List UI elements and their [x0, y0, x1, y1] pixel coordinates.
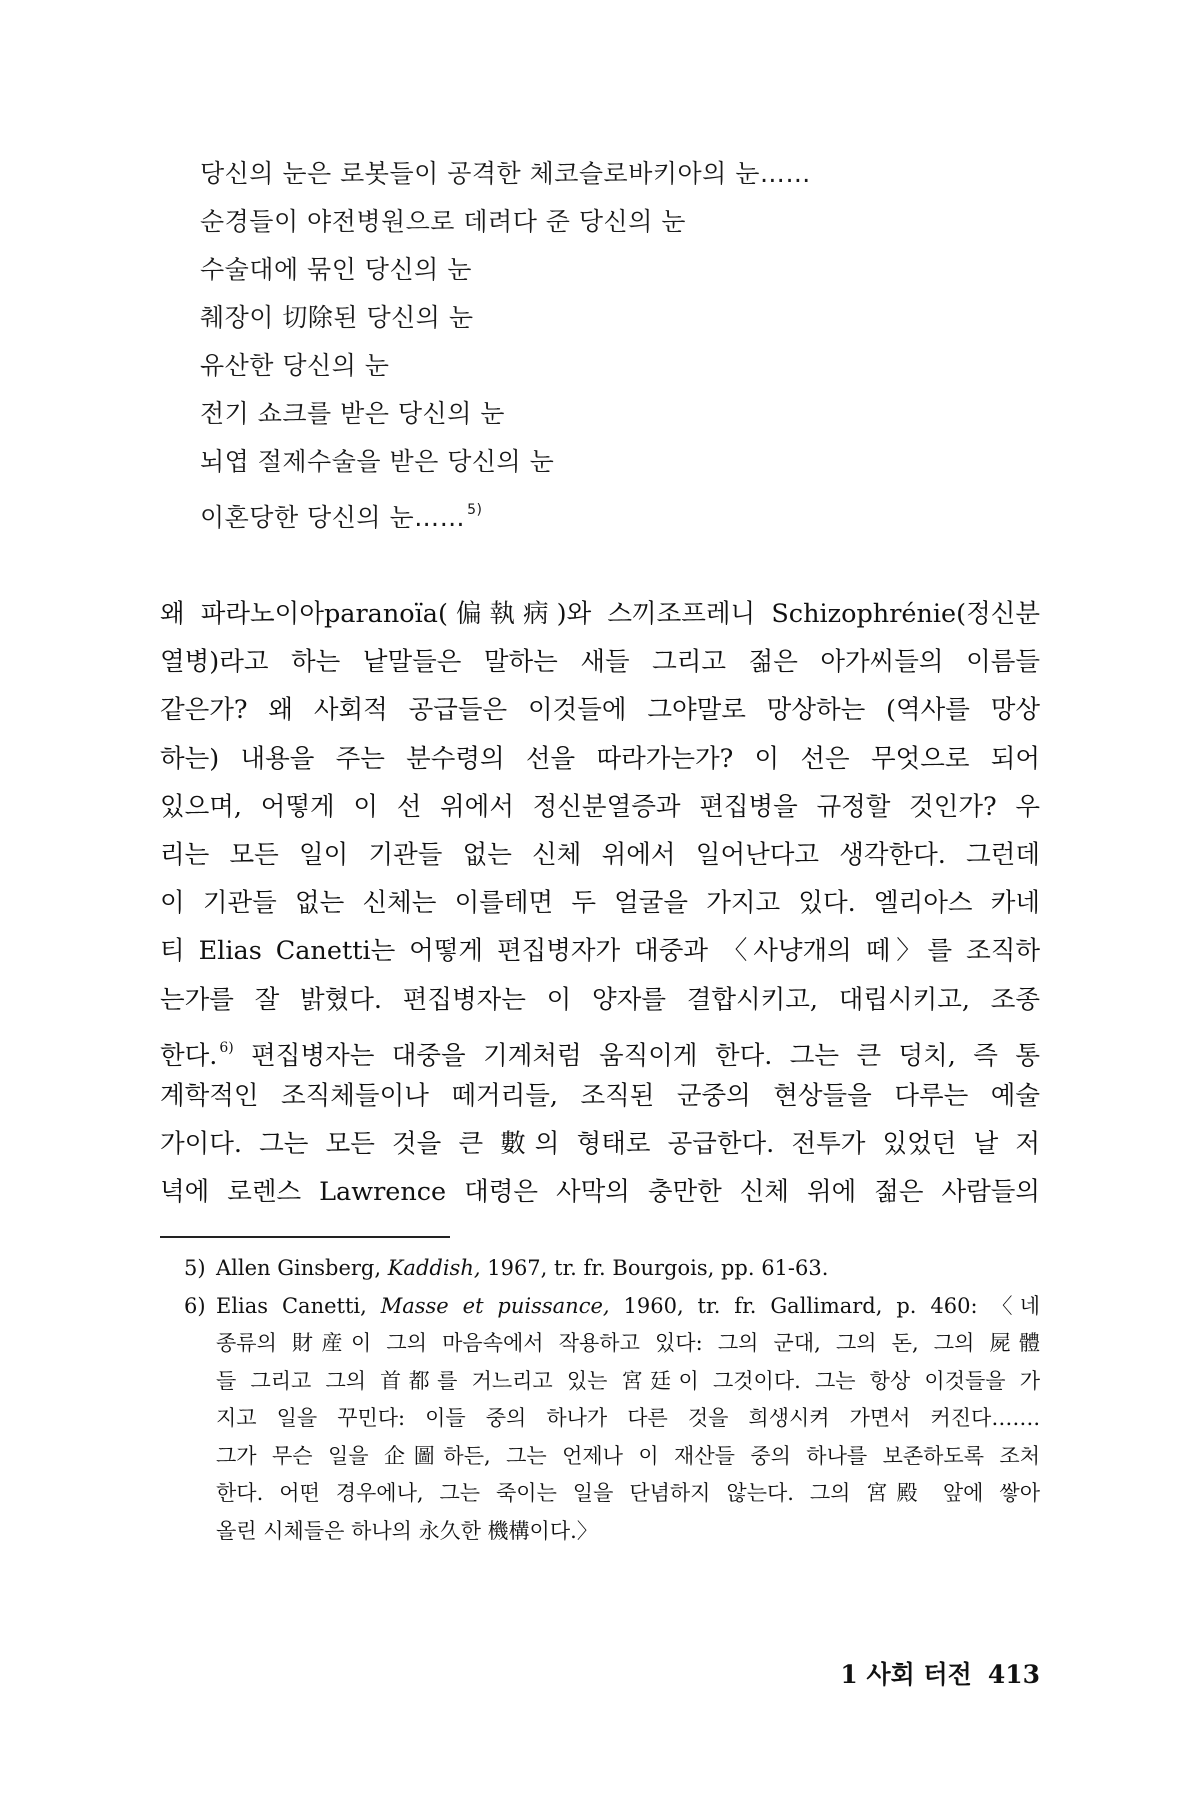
poem-line: 췌장이 切除된 당신의 눈 [200, 303, 474, 332]
footnote-6-line: 지고 일을 꾸민다: 이들 중의 하나가 다른 것을 희생시켜 가면서 커진다……. [216, 1406, 1040, 1430]
footnote-title: Kaddish, [387, 1256, 481, 1280]
body-line: 리는 모든 일이 기관들 없는 신체 위에서 일어난다고 생각한다. 그런데 [160, 839, 1040, 870]
poem-line: 당신의 눈은 로봇들이 공격한 체코슬로바키아의 눈…… [200, 159, 811, 188]
footnote-author: Elias Canetti, [216, 1293, 367, 1318]
poem-block [200, 150, 1020, 534]
body-line: 는가를 잘 밝혔다. 편집병자는 이 양자를 결합시키고, 대립시키고, 조종 [160, 984, 1040, 1015]
body-line-rest: 편집병자는 대중을 기계처럼 움직이게 한다. 그는 큰 덩치, 즉 통 [251, 1040, 1040, 1071]
footnote-6-line: 한다. 어떤 경우에나, 그는 죽이는 일을 단념하지 않는다. 그의 宮殿 앞에 쌓아 [216, 1481, 1040, 1505]
footnote-rest: 1967, tr. fr. Bourgois, pp. 61-63. [487, 1256, 829, 1280]
body-line: 계학적인 조직체들이나 떼거리들, 조직된 군중의 현상들을 다루는 예술 [160, 1080, 1040, 1111]
footnote-6-line: 들 그리고 그의 首都를 거느리고 있는 宮廷이 그것이다. 그는 항상 이것들을 가 [216, 1368, 1040, 1393]
poem-line: 수술대에 묶인 당신의 눈 [200, 255, 472, 284]
body-line: 녁에 로렌스 Lawrence 대령은 사막의 충만한 신체 위에 젊은 사람들의 [160, 1177, 1040, 1208]
footnote-number: 6) [184, 1293, 206, 1318]
body-line: 같은가? 왜 사회적 공급들은 이것들에 그야말로 망상하는 (역사를 망상 [160, 695, 1040, 726]
body-line: 티 Elias Canetti는 어떻게 편집병자가 대중과 〈사냥개의 떼〉를 조직하 [160, 936, 1040, 967]
body-paragraph [160, 590, 1040, 1216]
footnote-6 [184, 1288, 1040, 1326]
footnote-ref-6: 6) [219, 1039, 234, 1056]
footnote-6-line: 올린 시체들은 하나의 永久한 機構이다.〉 [216, 1518, 598, 1543]
body-line-lead: 한다. [160, 1040, 218, 1071]
footnote-rest: 1960, tr. fr. Gallimard, p. 460: 〈네 [623, 1293, 1040, 1318]
running-chapter-title: 1 사회 터전 [840, 1660, 972, 1689]
poem-line-last [200, 486, 1020, 534]
footnote-6-line: 그가 무슨 일을 企圖하든, 그는 언제나 이 재산들 중의 하나를 보존하도록 조처 [216, 1443, 1040, 1468]
footnote-6-line: 종류의 財産이 그의 마음속에서 작용하고 있다: 그의 군대, 그의 돈, 그의 屍體 [216, 1331, 1040, 1355]
page-number: 413 [987, 1660, 1040, 1689]
footnote-title: Masse et puissance, [380, 1293, 610, 1318]
body-line-with-note [160, 1024, 1040, 1072]
page-footer [840, 1655, 1040, 1695]
body-line: 가이다. 그는 모든 것을 큰 數의 형태로 공급한다. 전투가 있었던 날 저 [160, 1129, 1040, 1160]
body-line: 열병)라고 하는 낱말들은 말하는 새들 그리고 젊은 아가씨들의 이름들 [160, 647, 1040, 678]
poem-line: 순경들이 야전병원으로 데려다 준 당신의 눈 [200, 207, 686, 236]
footnotes [184, 1250, 1040, 1550]
footnote-divider [160, 1236, 450, 1238]
poem-line: 뇌엽 절제수술을 받은 당신의 눈 [200, 447, 555, 476]
body-line: 왜 파라노이아paranoïa(偏執病)와 스끼조프레니 Schizophrénie(정신분 [160, 599, 1040, 629]
footnote-5 [184, 1250, 1040, 1288]
poem-line-text: 이혼당한 당신의 눈…… [200, 503, 466, 532]
body-line: 이 기관들 없는 신체는 이를테면 두 얼굴을 가지고 있다. 엘리아스 카네 [160, 888, 1040, 919]
footnote-author: Allen Ginsberg, [216, 1256, 382, 1280]
poem-line: 유산한 당신의 눈 [200, 351, 390, 380]
poem-line: 전기 쇼크를 받은 당신의 눈 [200, 399, 505, 428]
footnote-ref-5: 5) [467, 502, 483, 518]
body-line: 하는) 내용을 주는 분수령의 선을 따라가는가? 이 선은 무엇으로 되어 [160, 743, 1040, 774]
body-line: 있으며, 어떻게 이 선 위에서 정신분열증과 편집병을 규정할 것인가? 우 [160, 791, 1040, 822]
footnote-number: 5) [184, 1256, 206, 1280]
